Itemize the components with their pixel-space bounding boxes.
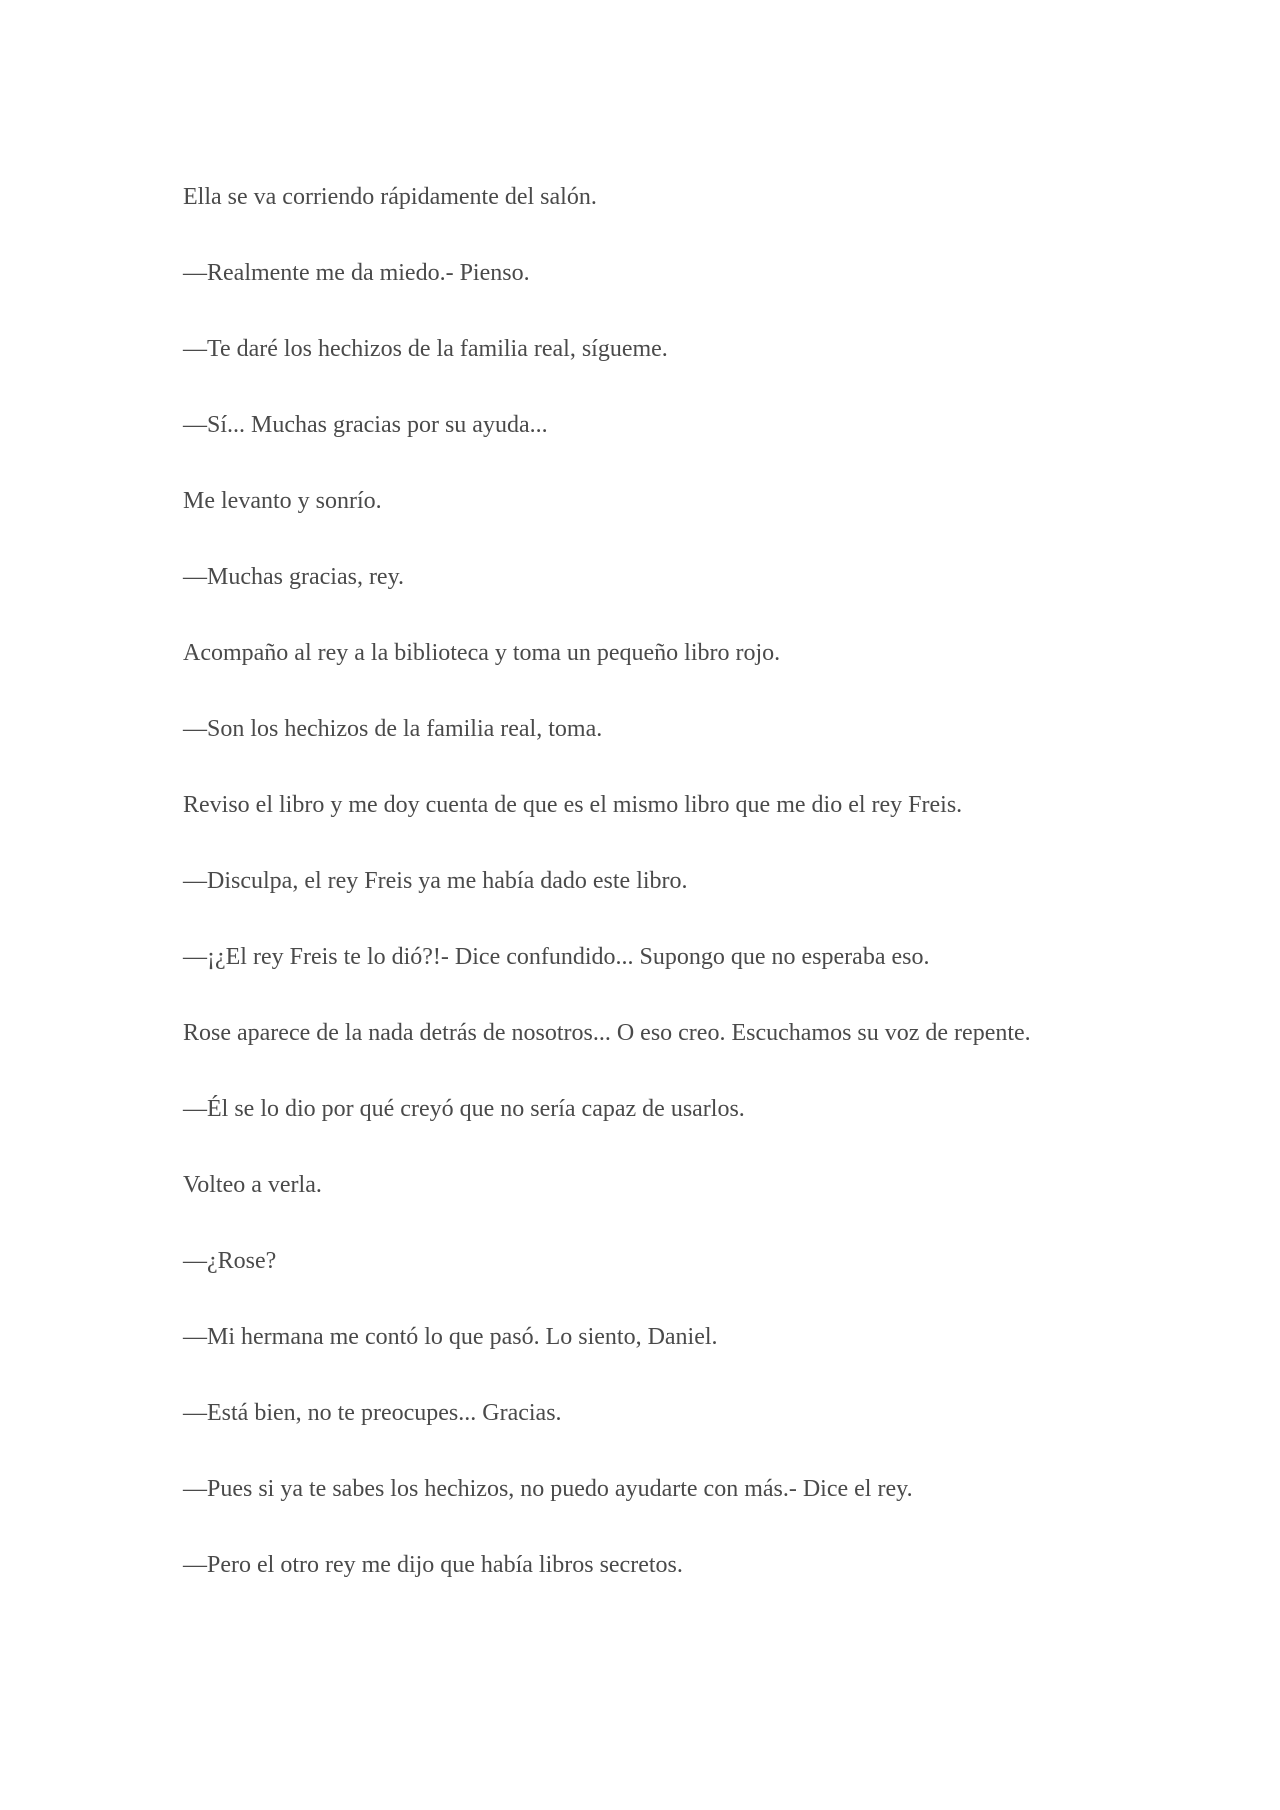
paragraph-1: Ella se va corriendo rápidamente del salón. (183, 184, 597, 210)
paragraph-7: Acompaño al rey a la biblioteca y toma un pequeño libro rojo. (183, 640, 781, 666)
paragraph-14: Volteo a verla. (183, 1172, 322, 1198)
paragraph-3: —Te daré los hechizos de la familia real, sígueme. (183, 336, 668, 362)
paragraph-13: —Él se lo dio por qué creyó que no sería capaz de usarlos. (183, 1096, 745, 1122)
paragraph-2: —Realmente me da miedo.- Pienso. (183, 260, 530, 286)
paragraph-15: —¿Rose? (183, 1248, 277, 1274)
paragraph-19: —Pero el otro rey me dijo que había libros secretos. (183, 1552, 683, 1578)
paragraph-12: Rose aparece de la nada detrás de nosotros... O eso creo. Escuchamos su voz de repente. (183, 1020, 1031, 1046)
paragraph-5: Me levanto y sonrío. (183, 488, 382, 514)
paragraph-8: —Son los hechizos de la familia real, toma. (183, 716, 603, 742)
paragraph-4: —Sí... Muchas gracias por su ayuda... (183, 412, 548, 438)
paragraph-18: —Pues si ya te sabes los hechizos, no puedo ayudarte con más.- Dice el rey. (183, 1476, 913, 1502)
paragraph-6: —Muchas gracias, rey. (183, 564, 405, 590)
paragraph-10: —Disculpa, el rey Freis ya me había dado este libro. (183, 868, 688, 894)
paragraph-11: —¡¿El rey Freis te lo dió?!- Dice confundido... Supongo que no esperaba eso. (183, 944, 930, 970)
document-body (183, 180, 1183, 1624)
paragraph-9: Reviso el libro y me doy cuenta de que es el mismo libro que me dio el rey Freis. (183, 792, 963, 818)
paragraph-16: —Mi hermana me contó lo que pasó. Lo siento, Daniel. (183, 1324, 718, 1350)
paragraph-17: —Está bien, no te preocupes... Gracias. (183, 1400, 562, 1426)
